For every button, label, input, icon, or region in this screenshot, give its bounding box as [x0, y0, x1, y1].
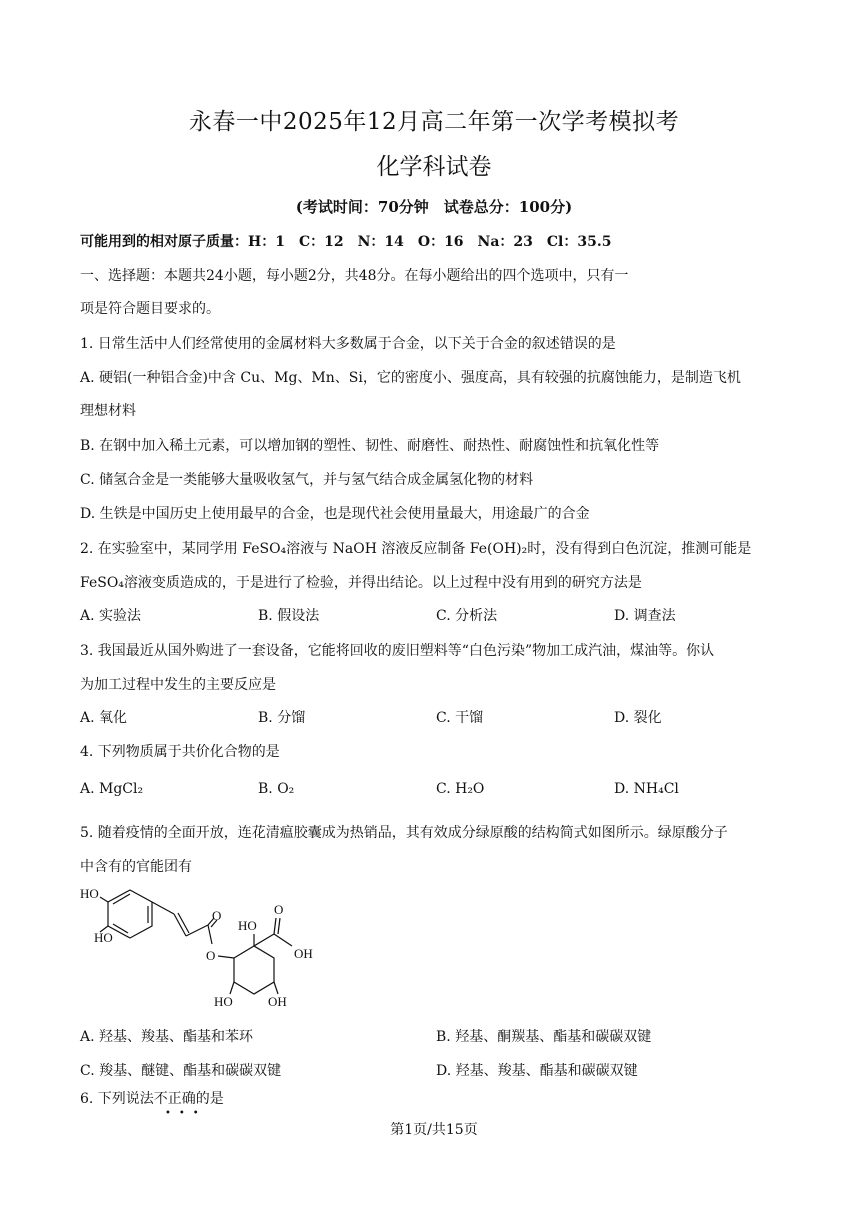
section-instructions-line1: 一、选择题：本题共24小题，每小题2分，共48分。在每小题给出的四个选项中，只有一 [80, 268, 629, 284]
q4-option-b: B. O₂ [258, 781, 295, 797]
q5-stem-line1: 5. 随着疫情的全面开放，连花清瘟胶囊成为热销品，其有效成分绿原酸的结构简式如图所示。绿原酸分子 [80, 825, 728, 841]
q2-option-b: B. 假设法 [258, 608, 320, 624]
struct-label-o-3: O [274, 902, 284, 917]
struct-label-ho-2: HO [94, 930, 113, 945]
section-instructions-line2: 项是符合题目要求的。 [80, 301, 220, 317]
q1-option-c: C. 储氢合金是一类能够大量吸收氢气，并与氢气结合成金属氢化物的材料 [80, 472, 534, 488]
struct-label-oh-2: OH [268, 994, 287, 1009]
q1-stem: 1. 日常生活中人们经常使用的金属材料大多数属于合金，以下关于合金的叙述错误的是 [80, 336, 616, 352]
q4-option-d: D. NH₄Cl [614, 781, 679, 797]
q3-option-a: A. 氧化 [80, 710, 128, 726]
atomic-masses: 可能用到的相对原子质量：H：1 C：12 N：14 O：16 Na：23 Cl：35.5 [80, 234, 612, 250]
q1-option-d: D. 生铁是中国历史上使用最早的合金，也是现代社会使用量最大，用途最广的合金 [80, 506, 590, 522]
q3-stem-line2: 为加工过程中发生的主要反应是 [80, 677, 276, 693]
q2-stem-line2: FeSO₄溶液变质造成的，于是进行了检验，并得出结论。以上过程中没有用到的研究方法是 [80, 575, 642, 591]
q5-stem-line2: 中含有的官能团有 [80, 859, 192, 875]
struct-label-oh-1: OH [294, 946, 313, 961]
exam-title: 永春一中2025年12月高二年第一次学考模拟考 [188, 109, 680, 135]
struct-label-ho-3: HO [238, 918, 257, 933]
q5-option-d: D. 羟基、羧基、酯基和碳碳双键 [436, 1063, 638, 1079]
exam-info: (考试时间：70分钟 试卷总分：100分) [295, 198, 573, 216]
subject-title: 化学科试卷 [376, 154, 492, 180]
q1-option-a: A. 硬铝(一种铝合金)中含 Cu、Mg、Mn、Si，它的密度小、强度高，具有较强的抗腐蚀能力，是制造飞机 [80, 370, 741, 386]
struct-label-o-1: O [212, 908, 222, 923]
q5-option-c: C. 羧基、醚键、酯基和碳碳双键 [80, 1063, 282, 1079]
q6-stem: 6. 下列说法不正确的是 [80, 1091, 224, 1107]
q4-option-a: A. MgCl₂ [80, 781, 144, 797]
q3-option-b: B. 分馏 [258, 710, 306, 726]
q3-option-d: D. 裂化 [614, 710, 662, 726]
q1-option-b: B. 在钢中加入稀土元素，可以增加钢的塑性、韧性、耐磨性、耐热性、耐腐蚀性和抗氧化性等 [80, 438, 660, 454]
struct-label-ho-1: HO [80, 886, 99, 901]
struct-label-o-2: O [206, 948, 216, 963]
q3-stem-line1: 3. 我国最近从国外购进了一套设备，它能将回收的废旧塑料等“白色污染”物加工成汽油，煤油等。你认 [80, 643, 715, 659]
emphasis-dots: ••• [165, 1108, 207, 1119]
q5-option-a: A. 羟基、羧基、酯基和苯环 [80, 1029, 254, 1045]
q1-option-a-cont: 理想材料 [80, 403, 136, 419]
q2-stem-line1: 2. 在实验室中，某同学用 FeSO₄溶液与 NaOH 溶液反应制备 Fe(OH)₂时，没有得到白色沉淀，推测可能是 [80, 541, 752, 557]
q3-option-c: C. 干馏 [436, 710, 484, 726]
q2-option-d: D. 调查法 [614, 608, 676, 624]
q2-option-c: C. 分析法 [436, 608, 498, 624]
q5-option-b: B. 羟基、酮羰基、酯基和碳碳双键 [436, 1029, 652, 1045]
q2-option-a: A. 实验法 [80, 608, 142, 624]
chlorogenic-acid-structure [78, 880, 338, 1015]
struct-label-ho-4: HO [214, 994, 233, 1009]
page-footer: 第1页/共15页 [390, 1122, 478, 1138]
q4-stem: 4. 下列物质属于共价化合物的是 [80, 744, 280, 760]
q4-option-c: C. H₂O [436, 781, 485, 797]
